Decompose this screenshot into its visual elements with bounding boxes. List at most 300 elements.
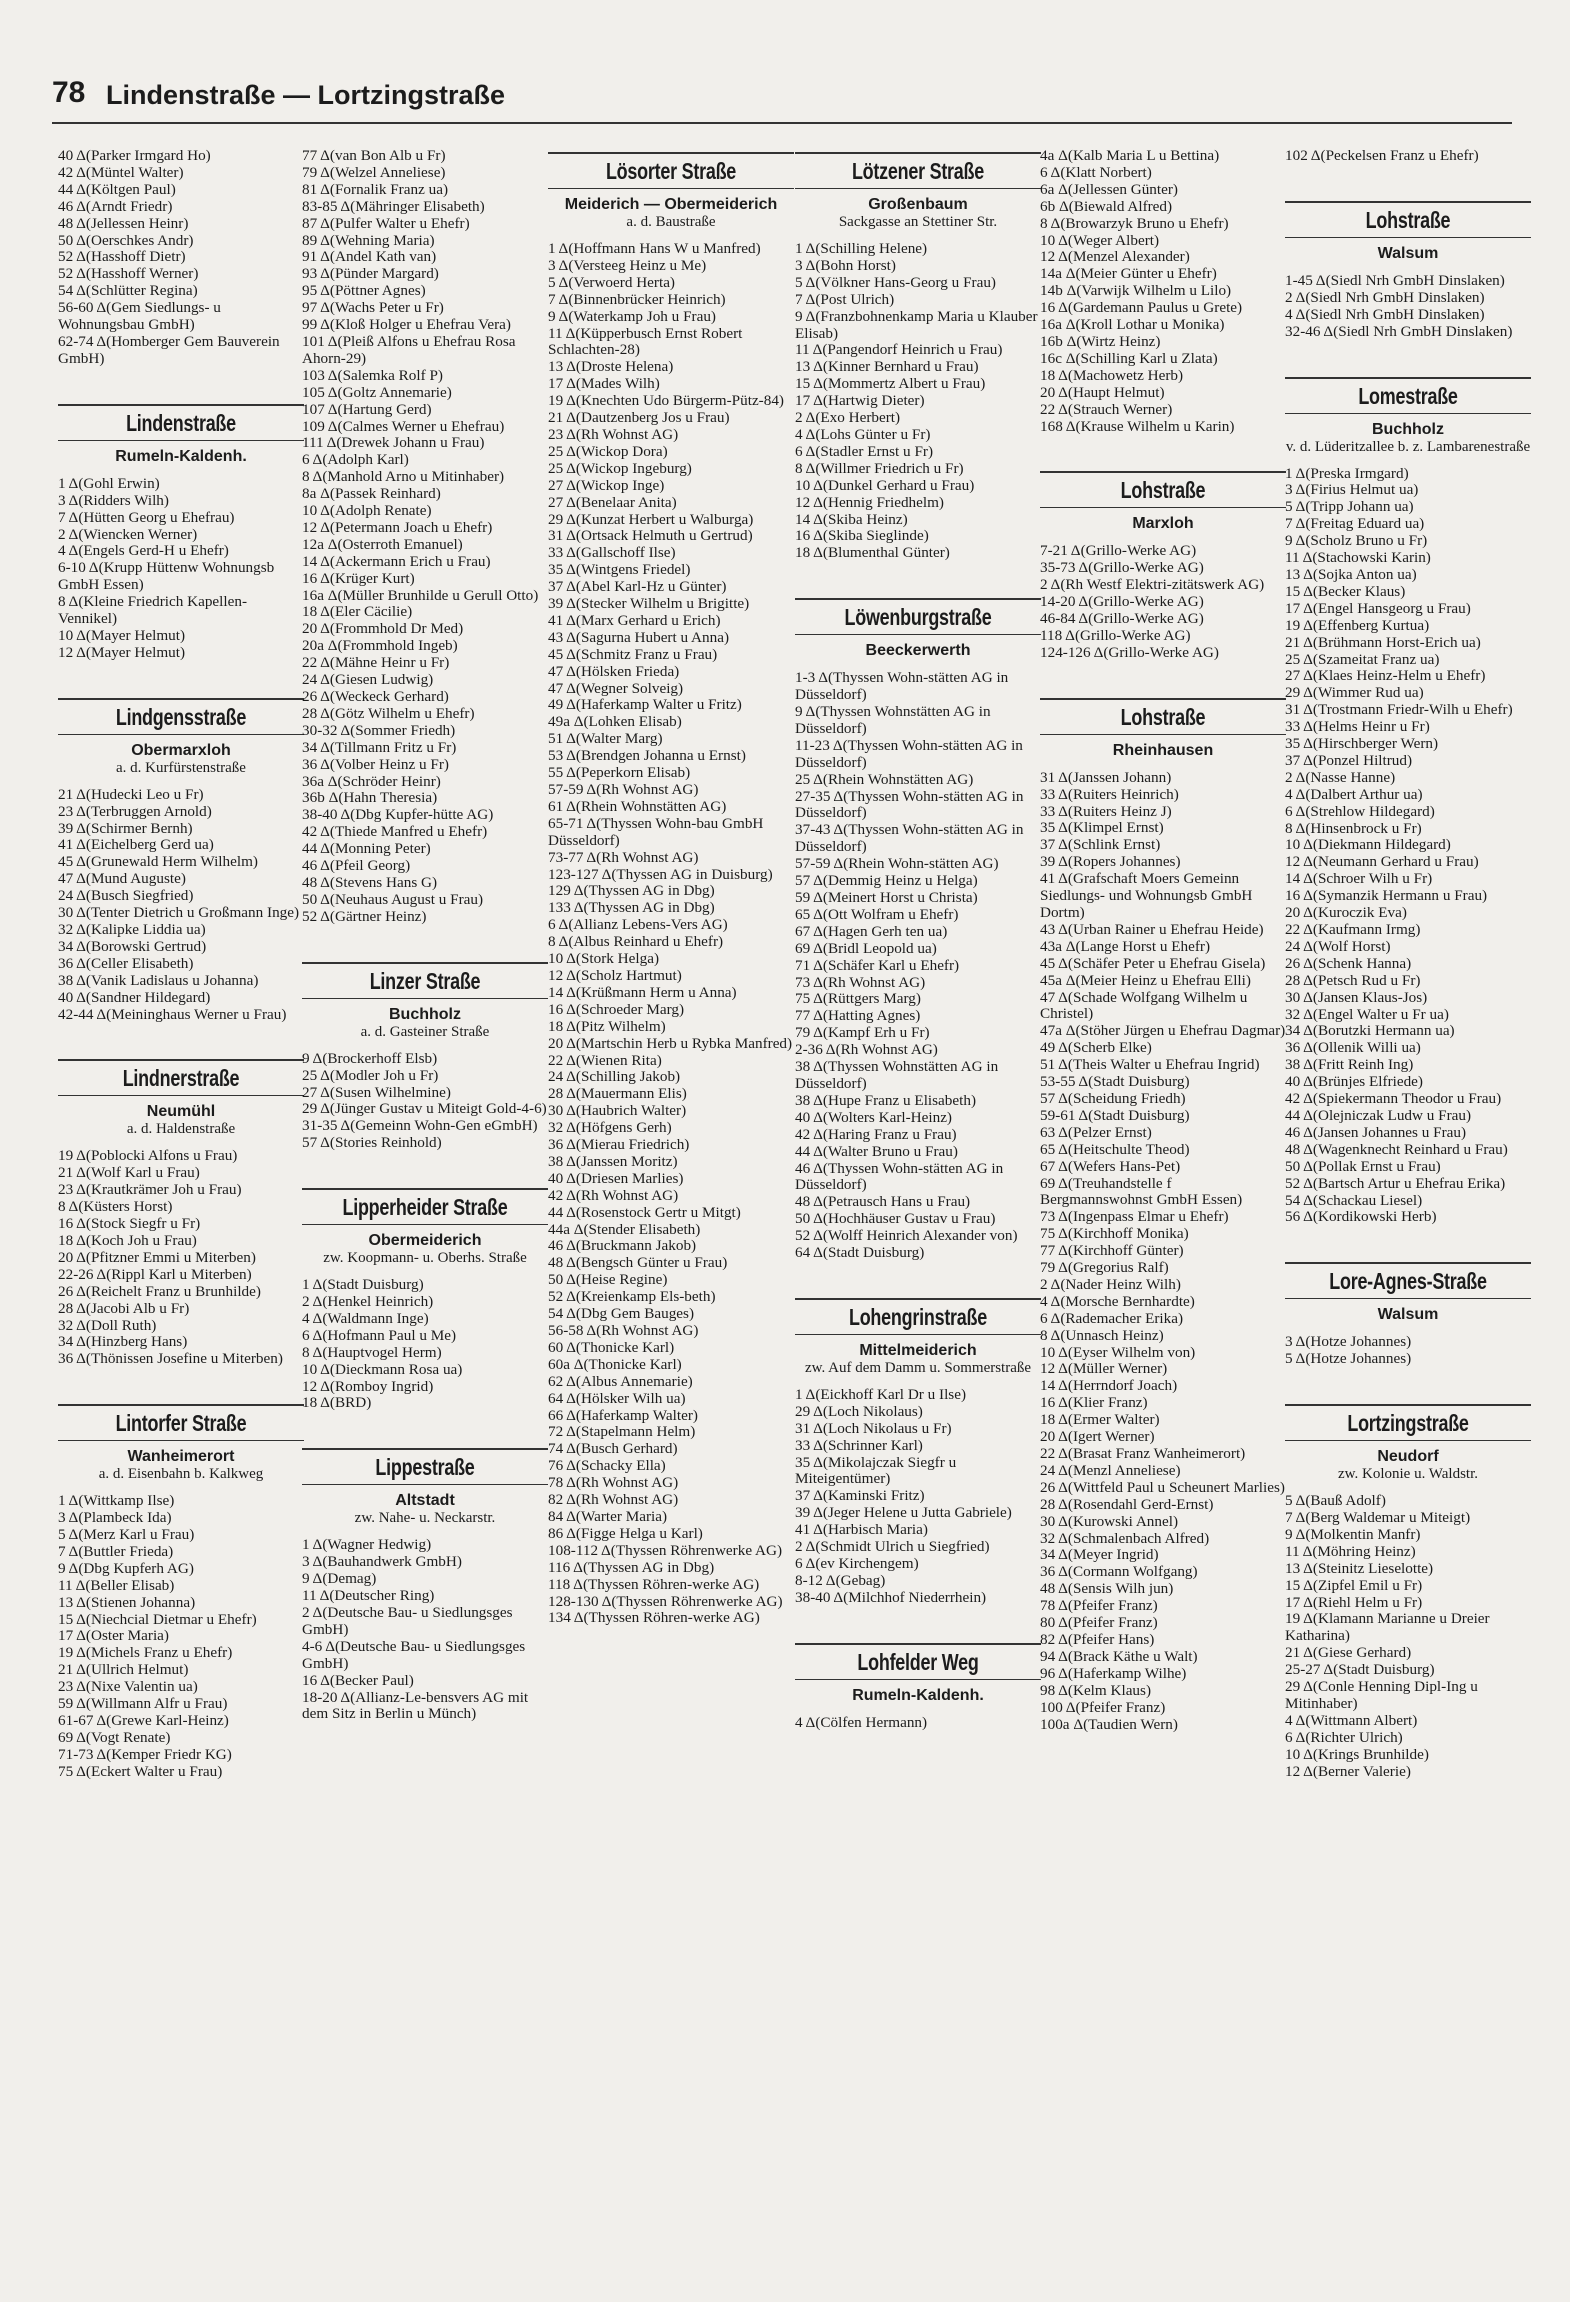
address-entry: 6 Δ(Strehlow Hildegard) [1285,802,1435,820]
address-entry: 1 Δ(Preska Irmgard) [1285,464,1409,482]
address-entry: 102 Δ(Peckelsen Franz u Ehefr) [1285,147,1479,164]
address-entry: 22 Δ(Kaufmann Irmg) [1285,921,1421,938]
address-entry: 24 Δ(Schilling Jakob) [548,1068,681,1086]
address-entry: 59 Δ(Meinert Horst u Christa) [795,889,978,906]
address-entry: 54 Δ(Schlütter Regina) [58,282,198,300]
address-entry: 29 Δ(Kunzat Herbert u Walburga) [548,510,754,528]
address-entry: 101 Δ(Pleiß Alfons u Ehefrau Rosa Ahorn-29) [302,332,516,367]
address-entry: 56 Δ(Kordikowski Herb) [1285,1208,1437,1226]
address-entry: 13 Δ(Stienen Johanna) [58,1593,196,1611]
street-name: Lortzingstraße [1347,1410,1469,1437]
section-spacer [1040,435,1286,471]
address-entry: 42-44 Δ(Meininghaus Werner u Frau) [58,1005,287,1023]
section-top-rule [58,698,304,700]
address-entry: 40 Δ(Driesen Marlies) [548,1169,684,1187]
address-entry: 69 Δ(Bridl Leopold ua) [795,939,937,957]
address-entry: 4-6 Δ(Deutsche Bau- u Siedlungsges GmbH) [302,1637,526,1672]
address-entry: 12 Δ(Hennig Friedhelm) [795,493,944,511]
address-entry: 16c Δ(Schilling Karl u Zlata) [1040,349,1218,367]
address-entry: 28 Δ(Rosendahl Gerd-Ernst) [1040,1495,1214,1513]
address-entry: 134 Δ(Thyssen Röhren-werke AG) [548,1609,760,1627]
address-entry: 3 Δ(Versteeg Heinz u Me) [548,256,707,274]
street-section [58,148,304,368]
address-entry: 35 Δ(Mikolajczak Siegfr u Miteigentümer) [795,1453,957,1488]
section-spacer [1285,165,1531,201]
address-entry: 38 Δ(Janssen Moritz) [548,1152,678,1170]
location-note: a. d. Gasteiner Straße [360,1023,490,1040]
address-entry: 34 Δ(Borowski Gertrud) [58,937,207,955]
address-entry: 65 Δ(Ott Wolfram u Ehefr) [795,905,959,923]
address-entry: 4 Δ(Waldmann Inge) [302,1309,429,1327]
location-note: zw. Nahe- u. Neckarstr. [354,1510,496,1527]
column-6 [1285,148,1531,1781]
address-entry: 74 Δ(Busch Gerhard) [548,1440,678,1458]
address-entry: 97 Δ(Wachs Peter u Fr) [302,299,444,317]
address-entry: 37-43 Δ(Thyssen Wohn-stätten AG in Düsseldorf) [795,821,1024,856]
address-entry: 40 Δ(Sandner Hildegard) [58,988,211,1006]
address-entry: 13 Δ(Kinner Bernhard u Frau) [795,358,979,376]
address-entry: 23 Δ(Terbruggen Arnold) [58,802,212,820]
section-spacer [1285,1368,1531,1404]
address-entry: 23 Δ(Krautkrämer Joh u Frau) [58,1181,242,1199]
address-entry: 8 Δ(Willmer Friedrich u Fr) [795,459,964,477]
address-entry: 12 Δ(Müller Werner) [1040,1360,1168,1378]
street-name: Lore-Agnes-Straße [1329,1268,1487,1295]
address-entry: 66 Δ(Haferkamp Walter) [548,1406,698,1424]
address-entry: 16 Δ(Gardemann Paulus u Grete) [1040,299,1243,317]
address-entry: 15 Δ(Zipfel Emil u Fr) [1285,1576,1423,1594]
address-entry: 44a Δ(Stender Elisabeth) [548,1220,701,1238]
page-number: 78 [52,76,86,109]
address-entry: 40 Δ(Brünjes Elfriede) [1285,1073,1423,1091]
address-entry: 4 Δ(Dalbert Arthur ua) [1285,785,1423,803]
address-entry: 32 Δ(Höfgens Gerh) [548,1119,672,1137]
address-entry: 53 Δ(Brendgen Johanna u Ernst) [548,747,746,765]
address-entry: 77 Δ(Hatting Agnes) [795,1007,921,1025]
address-entry: 27 Δ(Susen Wilhelmine) [302,1083,451,1101]
location-note: a. d. Haldenstraße [126,1121,236,1138]
address-entry: 86 Δ(Figge Helga u Karl) [548,1524,703,1542]
address-entry: 78 Δ(Pfeifer Franz) [1040,1597,1158,1615]
address-entry: 89 Δ(Wehning Maria) [302,231,435,249]
district-name: Neumühl [146,1103,216,1121]
street-section [58,1023,304,1368]
address-entry: 40 Δ(Wolters Karl-Heinz) [795,1108,952,1126]
address-entry: 38 Δ(Vanik Ladislaus u Johanna) [58,971,259,989]
section-top-rule [302,1448,548,1450]
street-name: Lippestraße [375,1454,475,1481]
address-entry: 14 Δ(Herrndorf Joach) [1040,1377,1178,1395]
address-entry: 25 Δ(Rhein Wohnstätten AG) [795,770,974,788]
street-section [795,1607,1041,1732]
address-entry: 41 Δ(Grafschaft Moers Gemeinn Siedlungs- und Wohnungsb GmbH Dortm) [1040,870,1253,921]
address-entry: 50 Δ(Oerschkes Andr) [58,231,194,249]
address-entry: 30 Δ(Kurowski Annel) [1040,1512,1179,1530]
address-entry: 57-59 Δ(Rh Wohnst AG) [548,781,699,798]
address-entry: 29 Δ(Conle Henning Dipl-Ing u Mitinhaber) [1285,1678,1478,1712]
address-entry: 18 Δ(Machowetz Herb) [1040,366,1184,384]
section-bottom-rule [1285,413,1531,414]
address-entry: 83-85 Δ(Mähringer Elisabeth) [302,197,485,215]
address-entry: 26 Δ(Schenk Hanna) [1285,954,1412,972]
address-entry: 50 Δ(Pollak Ernst u Frau) [1285,1157,1441,1175]
address-entry: 26 Δ(Wittfeld Paul u Scheunert Marlies) [1040,1478,1285,1496]
address-entry: 63 Δ(Pelzer Ernst) [1040,1123,1152,1141]
address-entry: 2 Δ(Schmidt Ulrich u Siegfried) [795,1538,990,1556]
district-name: Buchholz [1372,420,1444,438]
address-entry: 6 Δ(ev Kirchengem) [795,1555,919,1572]
address-entry: 4 Δ(Cölfen Hermann) [795,1713,928,1731]
address-entry: 69 Δ(Vogt Renate) [58,1728,171,1746]
address-entry: 21 Δ(Wolf Karl u Frau) [58,1164,200,1182]
district-name: Obermeiderich [368,1232,482,1250]
address-entry: 25 Δ(Modler Joh u Fr) [302,1066,439,1084]
address-entry: 44 Δ(Monning Peter) [302,840,431,858]
address-entry: 3 Δ(Bauhandwerk GmbH) [302,1553,462,1571]
address-entry: 32 Δ(Schmalenbach Alfred) [1040,1529,1210,1547]
street-section [1285,165,1531,341]
address-entry: 7 Δ(Binnenbrücker Heinrich) [548,290,726,308]
section-spacer [58,368,304,404]
address-entry: 22 Δ(Strauch Werner) [1040,400,1173,418]
address-entry: 36b Δ(Hahn Theresia) [302,789,438,807]
address-entry: 18-20 Δ(Allianz-Le-bensvers AG mit dem Sitz in Berlin u Münch) [302,1688,529,1723]
district-name: Rheinhausen [1112,741,1214,759]
address-entry: 17 Δ(Oster Maria) [58,1627,169,1645]
address-entry: 100a Δ(Taudien Wern) [1040,1715,1178,1733]
street-name: Lötzener Straße [851,158,985,184]
address-entry: 18 Δ(Eler Cäcilie) [302,603,413,621]
address-entry: 41 Δ(Eichelberg Gerd ua) [58,836,214,854]
address-entry: 42 Δ(Rh Wohnst AG) [548,1186,679,1204]
address-entry: 25-27 Δ(Stadt Duisburg) [1285,1661,1435,1679]
address-entry: 75 Δ(Rüttgers Marg) [795,990,921,1008]
address-entry: 61 Δ(Rhein Wohnstätten AG) [548,797,727,815]
address-entry: 6-10 Δ(Krupp Hüttenw Wohnungsb GmbH Essen) [58,559,275,594]
address-entry: 51 Δ(Theis Walter u Ehefrau Ingrid) [1040,1056,1260,1074]
address-entry: 14a Δ(Meier Günter u Ehefr) [1040,265,1217,283]
street-section [1285,1368,1531,1780]
street-name: Lösorter Straße [605,158,737,184]
street-section [302,148,548,926]
street-section [302,926,548,1152]
address-entry: 27 Δ(Klaes Heinz-Helm u Ehefr) [1285,667,1486,685]
address-entry: 46 Δ(Bruckmann Jakob) [548,1237,697,1255]
section-top-rule [58,404,304,406]
address-entry: 42 Δ(Spiekermann Theodor u Frau) [1285,1090,1502,1108]
address-entry: 79 Δ(Welzel Anneliese) [302,163,446,181]
section-bottom-rule [58,440,304,441]
address-entry: 30-32 Δ(Sommer Friedh) [302,721,456,739]
address-entry: 23 Δ(Nixe Valentin ua) [58,1678,198,1696]
address-entry: 67 Δ(Wefers Hans-Pet) [1040,1157,1181,1175]
address-entry: 41 Δ(Harbisch Maria) [795,1521,928,1539]
location-note: Sackgasse an Stettiner Str. [838,214,998,230]
address-entry: 22-26 Δ(Rippl Karl u Miterben) [58,1265,252,1283]
address-entry: 42 Δ(Thiede Manfred u Ehefr) [302,823,488,841]
address-entry: 8 Δ(Browarzyk Bruno u Ehefr) [1040,214,1229,232]
address-entry: 21 Δ(Hudecki Leo u Fr) [58,785,204,803]
street-name: Lindnerstraße [122,1065,240,1092]
street-name: Lindenstraße [126,409,236,436]
address-entry: 9 Δ(Franzbohnenkamp Maria u Klauber Elisab) [795,307,1038,342]
address-entry: 2-36 Δ(Rh Wohnst AG) [795,1041,938,1059]
street-name: Lohstraße [1365,206,1451,233]
address-entry: 12 Δ(Berner Valerie) [1285,1762,1411,1780]
address-entry: 54 Δ(Schackau Liesel) [1285,1191,1423,1209]
address-entry: 37 Δ(Kaminski Fritz) [795,1487,925,1505]
street-section [1040,148,1286,435]
address-entry: 124-126 Δ(Grillo-Werke AG) [1040,643,1219,661]
address-entry: 52 Δ(Hasshoff Dietr) [58,248,186,266]
address-entry: 2 Δ(Wiencken Werner) [58,525,198,543]
address-entry: 1 Δ(Hoffmann Hans W u Manfred) [548,240,761,257]
address-entry: 133 Δ(Thyssen AG in Dbg) [548,899,715,917]
address-entry: 6 Δ(Stadler Ernst u Fr) [795,442,933,460]
address-entry: 12a Δ(Osterroth Emanuel) [302,535,463,553]
street-name: Lohstraße [1120,477,1206,504]
address-entry: 49 Δ(Haferkamp Walter u Fritz) [548,696,742,714]
address-entry: 16 Δ(Becker Paul) [302,1671,414,1689]
address-entry: 6 Δ(Rademacher Erika) [1040,1309,1184,1327]
address-entry: 44 Δ(Rosenstock Gertr u Mitgt) [548,1203,741,1221]
address-entry: 35 Δ(Wintgens Friedel) [548,561,691,579]
address-entry: 24 Δ(Giesen Ludwig) [302,671,434,689]
address-entry: 1 Δ(Eickhoff Karl Dr u Ilse) [795,1385,967,1403]
address-entry: 4 Δ(Siedl Nrh GmbH Dinslaken) [1285,305,1485,323]
street-name: Lohengrinstraße [848,1303,988,1330]
district-name: Großenbaum [868,196,968,213]
address-entry: 44 Δ(Olejniczak Ludw u Frau) [1285,1106,1472,1124]
address-entry: 84 Δ(Warter Maria) [548,1507,668,1525]
address-entry: 48 Δ(Wagenknecht Reinhard u Frau) [1285,1140,1508,1158]
location-note: v. d. Lüderitzallee b. z. Lambarenestraße [1285,438,1531,455]
address-entry: 99 Δ(Kloß Holger u Ehefrau Vera) [302,316,511,334]
address-entry: 50 Δ(Heise Regine) [548,1271,668,1289]
address-entry: 20a Δ(Frommhold Ingeb) [302,637,458,655]
address-entry: 45 Δ(Grunewald Herm Wilhelm) [58,853,258,871]
address-entry: 2 Δ(Deutsche Bau- u Siedlungsges GmbH) [302,1604,513,1638]
district-name: Walsum [1377,1306,1439,1324]
address-entry: 24 Δ(Wolf Horst) [1285,937,1391,955]
address-entry: 28 Δ(Mauermann Elis) [548,1085,687,1103]
address-entry: 72 Δ(Stapelmann Helm) [548,1423,696,1441]
page-title: Lindenstraße — Lortzingstraße [106,80,506,110]
address-entry: 1 Δ(Gohl Erwin) [58,474,160,492]
location-note: a. d. Eisenbahn b. Kalkweg [98,1466,264,1483]
address-entry: 43a Δ(Lange Horst u Ehefr) [1040,937,1211,955]
section-spacer [1285,1226,1531,1262]
section-spacer [795,1607,1041,1643]
street-section [58,1368,304,1780]
address-entry: 61-67 Δ(Grewe Karl-Heinz) [58,1712,229,1729]
address-entry: 10 Δ(Weger Albert) [1040,231,1160,249]
address-entry: 111 Δ(Drewek Johann u Frau) [302,434,485,452]
address-entry: 5 Δ(Bauß Adolf) [1285,1492,1386,1510]
address-entry: 15 Δ(Niechcial Dietmar u Ehefr) [58,1610,257,1628]
address-entry: 47 Δ(Schade Wolfgang Wilhelm u Christel) [1040,988,1248,1023]
address-entry: 20 Δ(Igert Werner) [1040,1428,1155,1446]
address-entry: 28 Δ(Götz Wilhelm u Ehefr) [302,704,475,722]
address-entry: 10 Δ(Dieckmann Rosa ua) [302,1360,463,1378]
address-entry: 9 Δ(Waterkamp Joh u Frau) [548,307,716,325]
address-entry: 22 Δ(Mähne Heinr u Fr) [302,654,450,672]
section-bottom-rule [795,1679,1041,1680]
address-entry: 6b Δ(Biewald Alfred) [1040,197,1173,215]
address-entry: 45a Δ(Meier Heinz u Ehefrau Elli) [1040,971,1251,989]
section-spacer [1285,341,1531,377]
address-entry: 4 Δ(Morsche Bernhardte) [1040,1292,1195,1310]
street-name: Löwenburgstraße [844,604,992,631]
address-entry: 31 Δ(Loch Nikolaus u Fr) [795,1419,952,1437]
address-entry: 32 Δ(Doll Ruth) [58,1316,157,1334]
address-entry: 3 Δ(Ridders Wilh) [58,491,169,509]
address-entry: 55 Δ(Peperkorn Elisab) [548,764,691,782]
address-entry: 5 Δ(Verwoerd Herta) [548,273,675,291]
address-entry: 57 Δ(Scheidung Friedh) [1040,1089,1186,1107]
address-entry: 7 Δ(Berg Waldemar u Miteigt) [1285,1509,1471,1527]
address-entry: 5 Δ(Völkner Hans-Georg u Frau) [795,273,996,291]
address-entry: 57 Δ(Stories Reinhold) [302,1134,442,1152]
address-entry: 52 Δ(Hasshoff Werner) [58,265,199,283]
section-top-rule [58,1404,304,1406]
column-1 [58,148,304,1781]
address-entry: 8 Δ(Hauptvogel Herm) [302,1343,442,1361]
district-name: Neudorf [1377,1448,1439,1466]
address-entry: 3 Δ(Plambeck Ida) [58,1509,172,1527]
section-bottom-rule [1040,507,1286,508]
address-entry: 129 Δ(Thyssen AG in Dbg) [548,882,715,900]
address-entry: 44 Δ(Walter Bruno u Frau) [795,1142,958,1160]
address-entry: 16b Δ(Wirtz Heinz) [1040,332,1161,350]
address-entry: 64 Δ(Stadt Duisburg) [795,1244,925,1262]
address-entry: 15 Δ(Becker Klaus) [1285,582,1406,600]
address-entry: 16 Δ(Krüger Kurt) [302,569,415,587]
address-entry: 47 Δ(Hölsken Frieda) [548,662,680,680]
address-entry: 12 Δ(Menzel Alexander) [1040,248,1190,266]
address-entry: 49a Δ(Lohken Elisab) [548,713,682,731]
address-entry: 39 Δ(Jeger Helene u Jutta Gabriele) [795,1504,1012,1522]
address-entry: 118 Δ(Thyssen Röhren-werke AG) [548,1575,760,1593]
address-entry: 12 Δ(Mayer Helmut) [58,643,186,661]
address-entry: 8 Δ(Albus Reinhard u Ehefr) [548,933,724,951]
street-section [58,662,304,1024]
address-entry: 9 Δ(Molkentin Manfr) [1285,1525,1421,1543]
address-entry: 50 Δ(Hochhäuser Gustav u Frau) [795,1210,996,1228]
address-entry: 11 Δ(Pangendorf Heinrich u Frau) [795,341,1003,359]
address-entry: 20 Δ(Kuroczik Eva) [1285,904,1407,922]
address-entry: 9 Δ(Dbg Kupferh AG) [58,1559,194,1577]
address-entry: 29 Δ(Loch Nikolaus) [795,1402,923,1420]
column-5 [1040,148,1286,1733]
address-entry: 3 Δ(Bohn Horst) [795,256,896,274]
street-name: Linzer Straße [369,967,481,994]
section-top-rule [1285,377,1531,379]
address-entry: 56-60 Δ(Gem Siedlungs- u Wohnungsbau GmbH) [58,299,221,334]
address-entry: 22 Δ(Brasat Franz Wanheimerort) [1040,1445,1246,1462]
address-entry: 12 Δ(Romboy Ingrid) [302,1377,434,1395]
address-entry: 23 Δ(Rh Wohnst AG) [548,425,679,443]
address-entry: 7 Δ(Hütten Georg u Ehefrau) [58,508,235,526]
address-entry: 43 Δ(Sagurna Hubert u Anna) [548,628,730,646]
address-entry: 11 Δ(Stachowski Karin) [1285,549,1431,567]
address-entry: 39 Δ(Stecker Wilhelm u Brigitte) [548,595,750,613]
district-name: Walsum [1377,244,1439,262]
district-name: Meiderich — Obermeiderich [564,196,778,213]
section-bottom-rule [795,1334,1041,1335]
address-entry: 38-40 Δ(Dbg Kupfer-hütte AG) [302,806,494,824]
address-entry: 7 Δ(Freitag Eduard ua) [1285,515,1425,533]
section-spacer [302,1412,548,1448]
address-entry: 37 Δ(Abel Karl-Hz u Günter) [548,578,727,596]
address-entry: 2 Δ(Exo Herbert) [795,409,901,427]
address-entry: 47a Δ(Stöher Jürgen u Ehefrau Dagmar) [1040,1022,1286,1040]
address-entry: 35 Δ(Klimpel Ernst) [1040,819,1164,837]
district-name: Rumeln-Kaldenh. [852,1686,984,1704]
address-entry: 24 Δ(Busch Siegfried) [58,887,194,905]
street-section [1040,435,1286,661]
address-entry: 96 Δ(Haferkamp Wilhe) [1040,1664,1187,1682]
address-entry: 11 Δ(Deutscher Ring) [302,1587,435,1605]
address-entry: 14 Δ(Krüßmann Herm u Anna) [548,983,737,1001]
section-spacer [795,1262,1041,1298]
address-entry: 19 Δ(Klamann Marianne u Dreier Katharina) [1285,1610,1490,1645]
address-entry: 4 Δ(Lohs Günter u Fr) [795,425,931,443]
address-entry: 53-55 Δ(Stadt Duisburg) [1040,1073,1190,1091]
address-entry: 1-3 Δ(Thyssen Wohn-stätten AG in Düsseldorf) [795,669,1009,704]
location-note: a. d. Kurfürstenstraße [116,759,246,776]
address-entry: 26 Δ(Weckeck Gerhard) [302,688,449,705]
section-spacer [58,662,304,698]
address-entry: 20 Δ(Martschin Herb u Rybka Manfred) [548,1034,793,1052]
address-entry: 36 Δ(Celler Elisabeth) [58,954,194,972]
address-entry: 40 Δ(Parker Irmgard Ho) [58,147,211,164]
address-entry: 95 Δ(Pöttner Agnes) [302,282,426,300]
address-entry: 60a Δ(Thonicke Karl) [548,1355,682,1373]
address-entry: 18 Δ(BRD) [302,1394,372,1412]
address-entry: 16 Δ(Klier Franz) [1040,1394,1148,1412]
address-entry: 12 Δ(Petermann Joach u Ehefr) [302,518,493,536]
address-entry: 31 Δ(Janssen Johann) [1040,768,1172,786]
column-4 [795,148,1041,1732]
address-entry: 38 Δ(Hupe Franz u Elisabeth) [795,1091,977,1109]
section-top-rule [795,1643,1041,1645]
section-spacer [58,1023,304,1059]
address-entry: 78 Δ(Rh Wohnst AG) [548,1474,679,1492]
address-entry: 8 Δ(Küsters Horst) [58,1198,173,1216]
address-entry: 14-20 Δ(Grillo-Werke AG) [1040,593,1204,611]
address-entry: 48 Δ(Bengsch Günter u Frau) [548,1254,728,1272]
address-entry: 14b Δ(Varwijk Wilhelm u Lilo) [1040,282,1232,300]
address-entry: 25 Δ(Wickop Ingeburg) [548,459,692,477]
column-3 [548,148,794,1627]
address-entry: 19 Δ(Michels Franz u Ehefr) [58,1644,233,1662]
address-entry: 75 Δ(Eckert Walter u Frau) [58,1762,223,1780]
street-section [795,148,1041,562]
address-entry: 48 Δ(Stevens Hans G) [302,873,438,891]
address-entry: 54 Δ(Dbg Gem Bauges) [548,1305,695,1323]
address-entry: 105 Δ(Goltz Annemarie) [302,383,452,401]
address-entry: 21 Δ(Ullrich Helmut) [58,1661,189,1679]
address-entry: 27 Δ(Benelaar Anita) [548,493,677,511]
section-bottom-rule [1285,1440,1531,1441]
address-entry: 34 Δ(Tillmann Fritz u Fr) [302,738,457,756]
section-spacer [1040,662,1286,698]
address-entry: 71 Δ(Schäfer Karl u Ehefr) [795,956,960,974]
address-entry: 6 Δ(Allianz Lebens-Vers AG) [548,916,728,934]
address-entry: 73-77 Δ(Rh Wohnst AG) [548,848,699,866]
street-section [795,1262,1041,1607]
